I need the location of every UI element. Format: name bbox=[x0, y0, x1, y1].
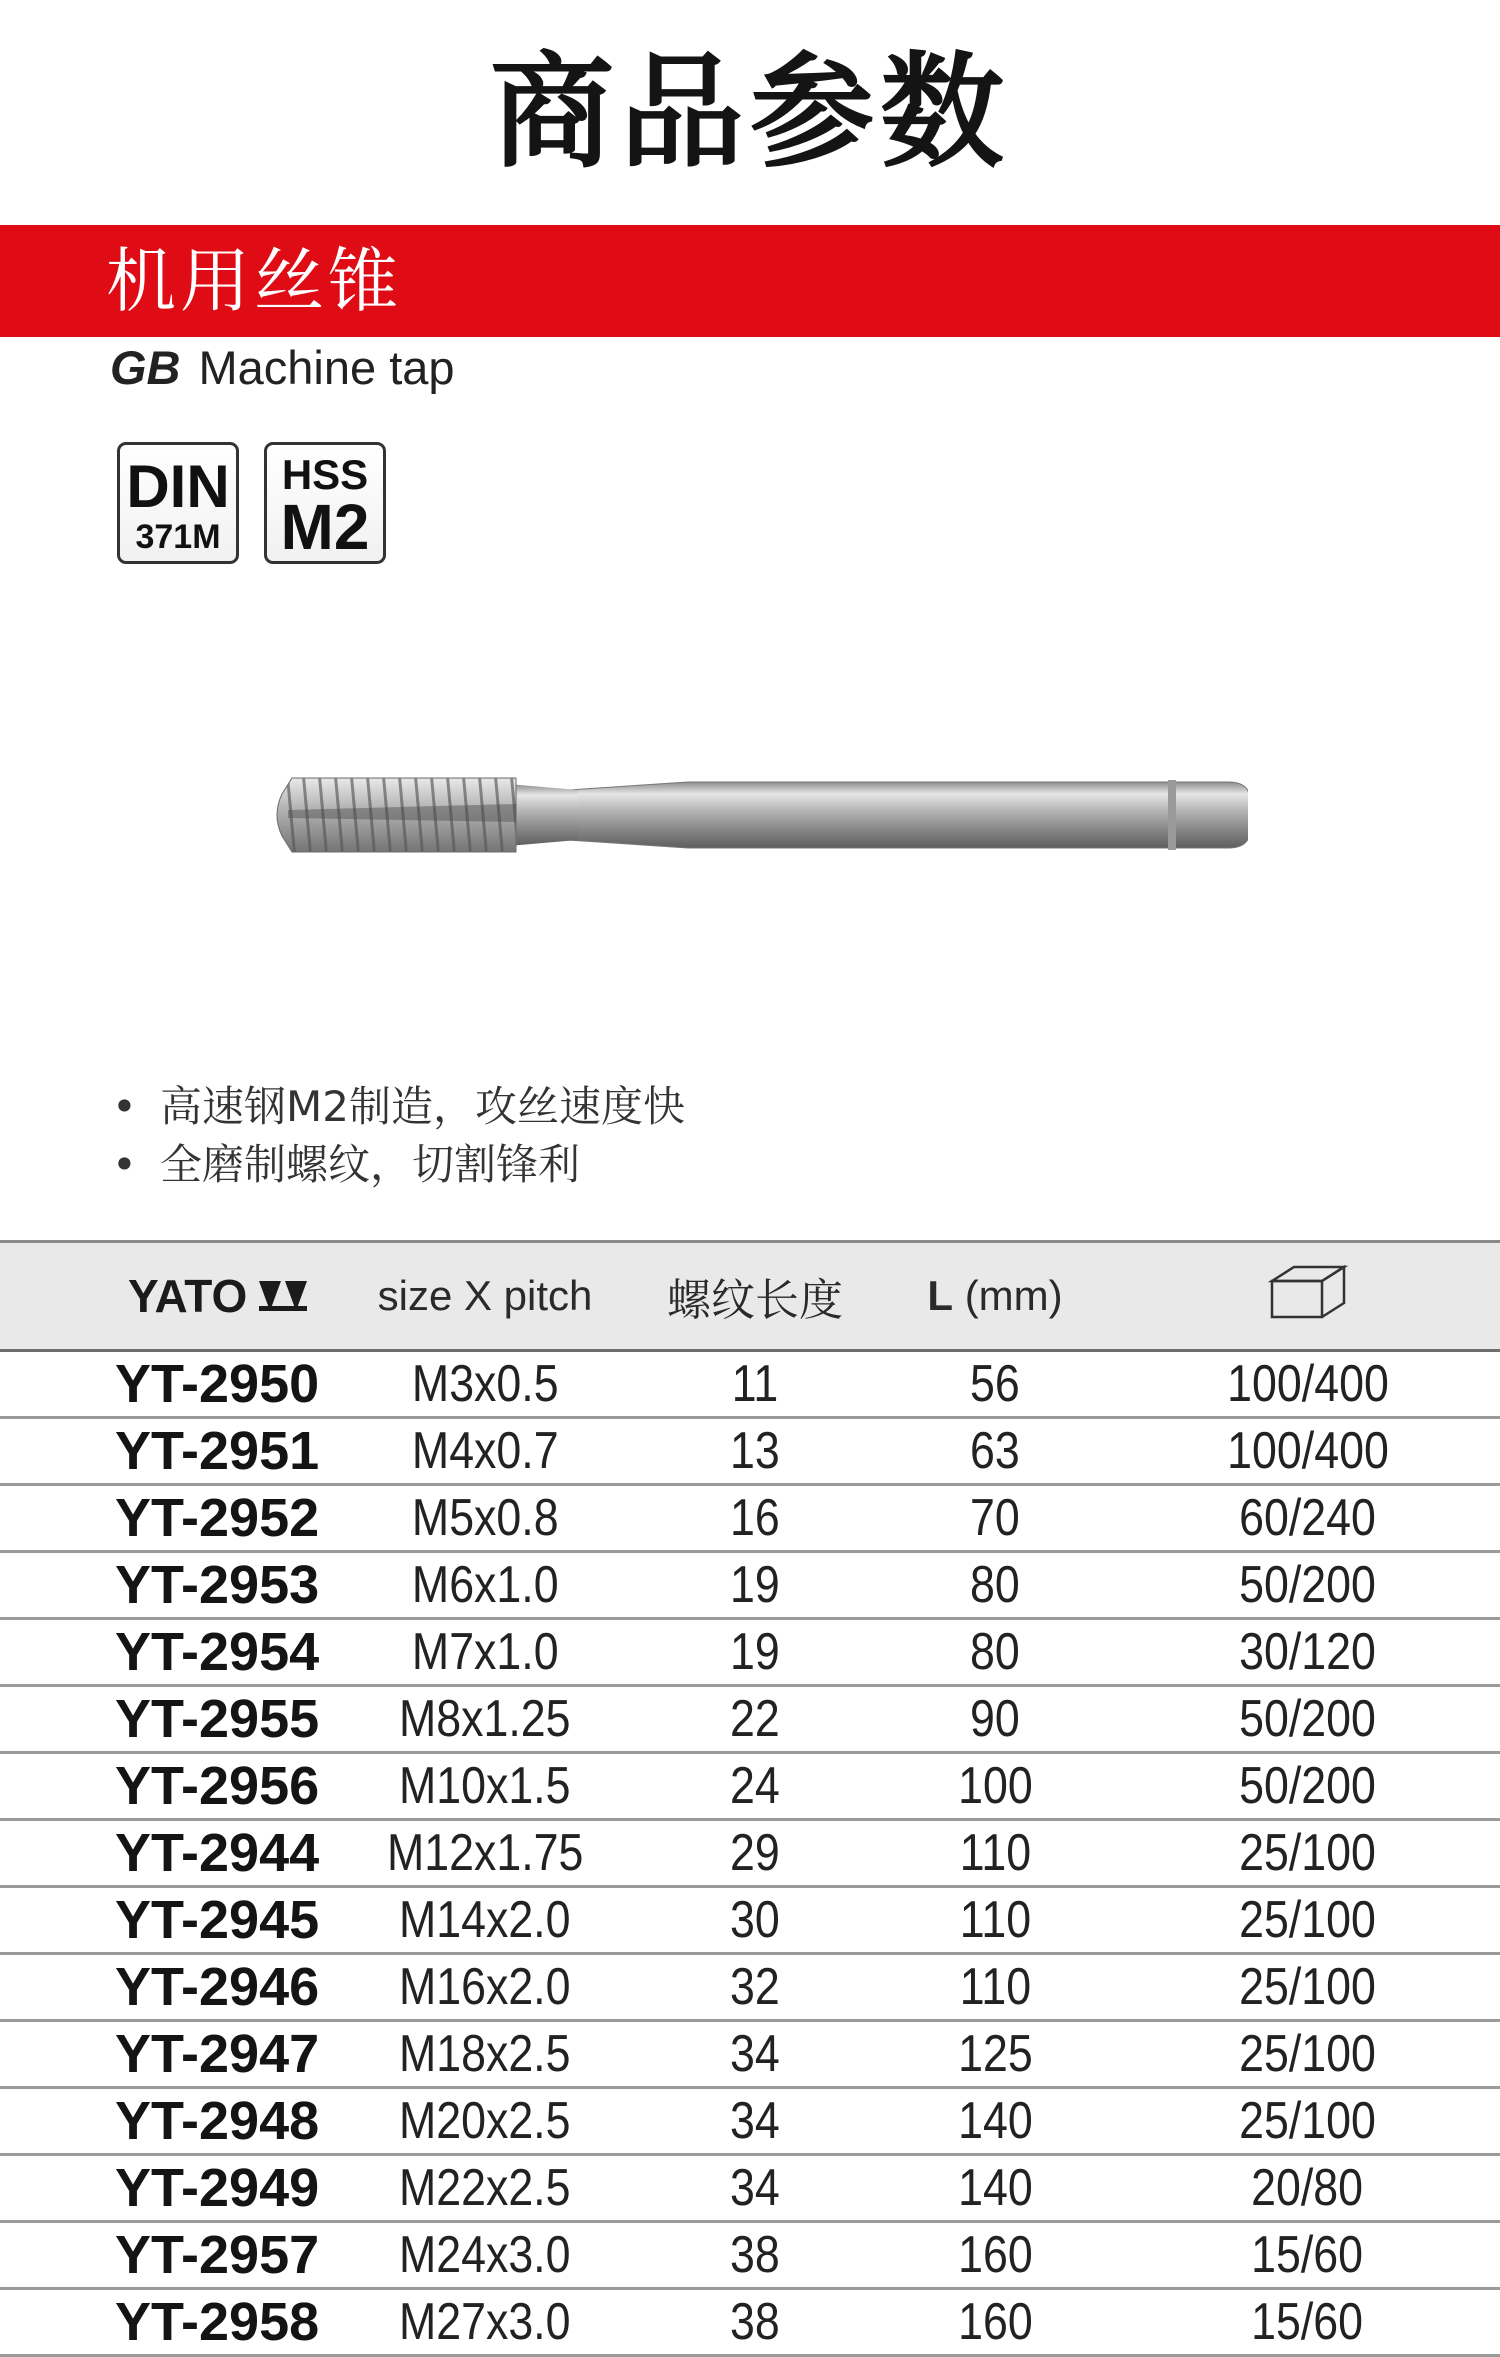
product-subtitle bbox=[110, 336, 455, 400]
header-length: L (mm) bbox=[875, 1242, 1115, 1351]
thread-length-cell: 19 bbox=[635, 1619, 875, 1686]
total-length-cell: 70 bbox=[875, 1485, 1115, 1552]
package-qty-cell: 100/400 bbox=[1115, 1418, 1500, 1485]
header-brand bbox=[0, 1242, 335, 1351]
total-length-cell: 56 bbox=[875, 1351, 1115, 1418]
product-code-cell: YT-2958 bbox=[0, 2289, 335, 2356]
thread-length-cell: 38 bbox=[635, 2222, 875, 2289]
table-row bbox=[0, 1887, 1500, 1954]
thread-length-cell: 11 bbox=[635, 1351, 875, 1418]
header-thread-length: 螺纹长度 bbox=[635, 1242, 875, 1351]
product-code-cell: YT-2957 bbox=[0, 2222, 335, 2289]
product-code-cell: YT-2946 bbox=[0, 1954, 335, 2021]
product-code-cell: YT-2948 bbox=[0, 2088, 335, 2155]
product-code-cell: YT-2953 bbox=[0, 1552, 335, 1619]
size-pitch-cell: M24x3.0 bbox=[335, 2222, 635, 2289]
package-qty-cell: 15/60 bbox=[1115, 2289, 1500, 2356]
table-row bbox=[0, 1954, 1500, 2021]
table-row bbox=[0, 1485, 1500, 1552]
size-pitch-cell: M14x2.0 bbox=[335, 1887, 635, 1954]
table-row bbox=[0, 1753, 1500, 1820]
product-name: Machine tap bbox=[198, 341, 455, 394]
thread-length-cell: 19 bbox=[635, 1552, 875, 1619]
table-row bbox=[0, 1351, 1500, 1418]
package-qty-cell: 50/200 bbox=[1115, 1753, 1500, 1820]
thread-length-cell: 34 bbox=[635, 2088, 875, 2155]
table-row bbox=[0, 2021, 1500, 2088]
package-qty-cell: 25/100 bbox=[1115, 2021, 1500, 2088]
product-code-cell: YT-2954 bbox=[0, 1619, 335, 1686]
product-code-cell: YT-2944 bbox=[0, 1820, 335, 1887]
size-pitch-cell: M22x2.5 bbox=[335, 2155, 635, 2222]
size-pitch-cell: M10x1.5 bbox=[335, 1753, 635, 1820]
total-length-cell: 140 bbox=[875, 2088, 1115, 2155]
banner-title: 机用丝锥 bbox=[106, 240, 402, 322]
total-length-cell: 160 bbox=[875, 2222, 1115, 2289]
size-pitch-cell: M12x1.75 bbox=[335, 1820, 635, 1887]
total-length-cell: 100 bbox=[875, 1753, 1115, 1820]
table-row bbox=[0, 1552, 1500, 1619]
table-row bbox=[0, 2155, 1500, 2222]
package-qty-cell: 25/100 bbox=[1115, 2088, 1500, 2155]
package-qty-cell: 30/120 bbox=[1115, 1619, 1500, 1686]
size-pitch-cell: M27x3.0 bbox=[335, 2289, 635, 2356]
size-pitch-cell: M6x1.0 bbox=[335, 1552, 635, 1619]
header-size: size X pitch bbox=[335, 1242, 635, 1351]
product-code-cell: YT-2950 bbox=[0, 1351, 335, 1418]
size-pitch-cell: M7x1.0 bbox=[335, 1619, 635, 1686]
package-qty-cell: 50/200 bbox=[1115, 1552, 1500, 1619]
din-badge-top: DIN bbox=[126, 453, 230, 520]
size-pitch-cell: M5x0.8 bbox=[335, 1485, 635, 1552]
total-length-cell: 110 bbox=[875, 1820, 1115, 1887]
table-row bbox=[0, 2222, 1500, 2289]
total-length-cell: 125 bbox=[875, 2021, 1115, 2088]
size-pitch-cell: M8x1.25 bbox=[335, 1686, 635, 1753]
hss-badge bbox=[264, 442, 386, 564]
feature-item: • 高速钢M2制造，攻丝速度快 bbox=[112, 1082, 685, 1131]
package-qty-cell: 60/240 bbox=[1115, 1485, 1500, 1552]
package-qty-cell: 50/200 bbox=[1115, 1686, 1500, 1753]
package-qty-cell: 20/80 bbox=[1115, 2155, 1500, 2222]
table-row bbox=[0, 1418, 1500, 1485]
table-row bbox=[0, 1820, 1500, 1887]
total-length-cell: 80 bbox=[875, 1619, 1115, 1686]
total-length-cell: 63 bbox=[875, 1418, 1115, 1485]
product-code-cell: YT-2951 bbox=[0, 1418, 335, 1485]
package-qty-cell: 100/400 bbox=[1115, 1351, 1500, 1418]
table-row bbox=[0, 2088, 1500, 2155]
table-row bbox=[0, 1619, 1500, 1686]
product-code-cell: YT-2952 bbox=[0, 1485, 335, 1552]
product-banner bbox=[0, 225, 1500, 337]
product-code-cell: YT-2956 bbox=[0, 1753, 335, 1820]
size-pitch-cell: M4x0.7 bbox=[335, 1418, 635, 1485]
yato-logo: YATO bbox=[128, 1269, 309, 1323]
package-qty-cell: 25/100 bbox=[1115, 1954, 1500, 2021]
spec-table bbox=[0, 1240, 1500, 2357]
thread-length-cell: 24 bbox=[635, 1753, 875, 1820]
yato-logo-icon bbox=[257, 1279, 309, 1313]
thread-length-cell: 29 bbox=[635, 1820, 875, 1887]
total-length-cell: 160 bbox=[875, 2289, 1115, 2356]
feature-item: • 全磨制螺纹，切割锋利 bbox=[112, 1140, 581, 1189]
thread-length-cell: 22 bbox=[635, 1686, 875, 1753]
thread-length-cell: 34 bbox=[635, 2021, 875, 2088]
size-pitch-cell: M3x0.5 bbox=[335, 1351, 635, 1418]
package-qty-cell: 15/60 bbox=[1115, 2222, 1500, 2289]
total-length-cell: 90 bbox=[875, 1686, 1115, 1753]
page-title: 商品参数 bbox=[489, 41, 1010, 185]
product-code-cell: YT-2949 bbox=[0, 2155, 335, 2222]
product-code-cell: YT-2955 bbox=[0, 1686, 335, 1753]
product-code-cell: YT-2945 bbox=[0, 1887, 335, 1954]
size-pitch-cell: M20x2.5 bbox=[335, 2088, 635, 2155]
feature-list bbox=[112, 1078, 685, 1194]
thread-length-cell: 34 bbox=[635, 2155, 875, 2222]
table-header-row bbox=[0, 1242, 1500, 1351]
package-qty-cell: 25/100 bbox=[1115, 1820, 1500, 1887]
product-code-cell: YT-2947 bbox=[0, 2021, 335, 2088]
total-length-cell: 140 bbox=[875, 2155, 1115, 2222]
thread-length-cell: 32 bbox=[635, 1954, 875, 2021]
package-qty-cell: 25/100 bbox=[1115, 1887, 1500, 1954]
din-badge bbox=[117, 442, 239, 564]
total-length-cell: 80 bbox=[875, 1552, 1115, 1619]
table-row bbox=[0, 1686, 1500, 1753]
table-row bbox=[0, 2289, 1500, 2356]
box-icon bbox=[1266, 1259, 1350, 1323]
thread-length-cell: 30 bbox=[635, 1887, 875, 1954]
thread-length-cell: 38 bbox=[635, 2289, 875, 2356]
header-package bbox=[1115, 1242, 1500, 1351]
total-length-cell: 110 bbox=[875, 1887, 1115, 1954]
thread-length-cell: 13 bbox=[635, 1418, 875, 1485]
hss-badge-bottom: M2 bbox=[280, 491, 370, 563]
size-pitch-cell: M16x2.0 bbox=[335, 1954, 635, 2021]
size-pitch-cell: M18x2.5 bbox=[335, 2021, 635, 2088]
thread-length-cell: 16 bbox=[635, 1485, 875, 1552]
hss-badge-top: HSS bbox=[281, 451, 369, 498]
total-length-cell: 110 bbox=[875, 1954, 1115, 2021]
din-badge-bottom: 371M bbox=[135, 518, 221, 556]
standard-label: GB bbox=[110, 341, 181, 394]
machine-tap-image bbox=[268, 760, 1248, 870]
